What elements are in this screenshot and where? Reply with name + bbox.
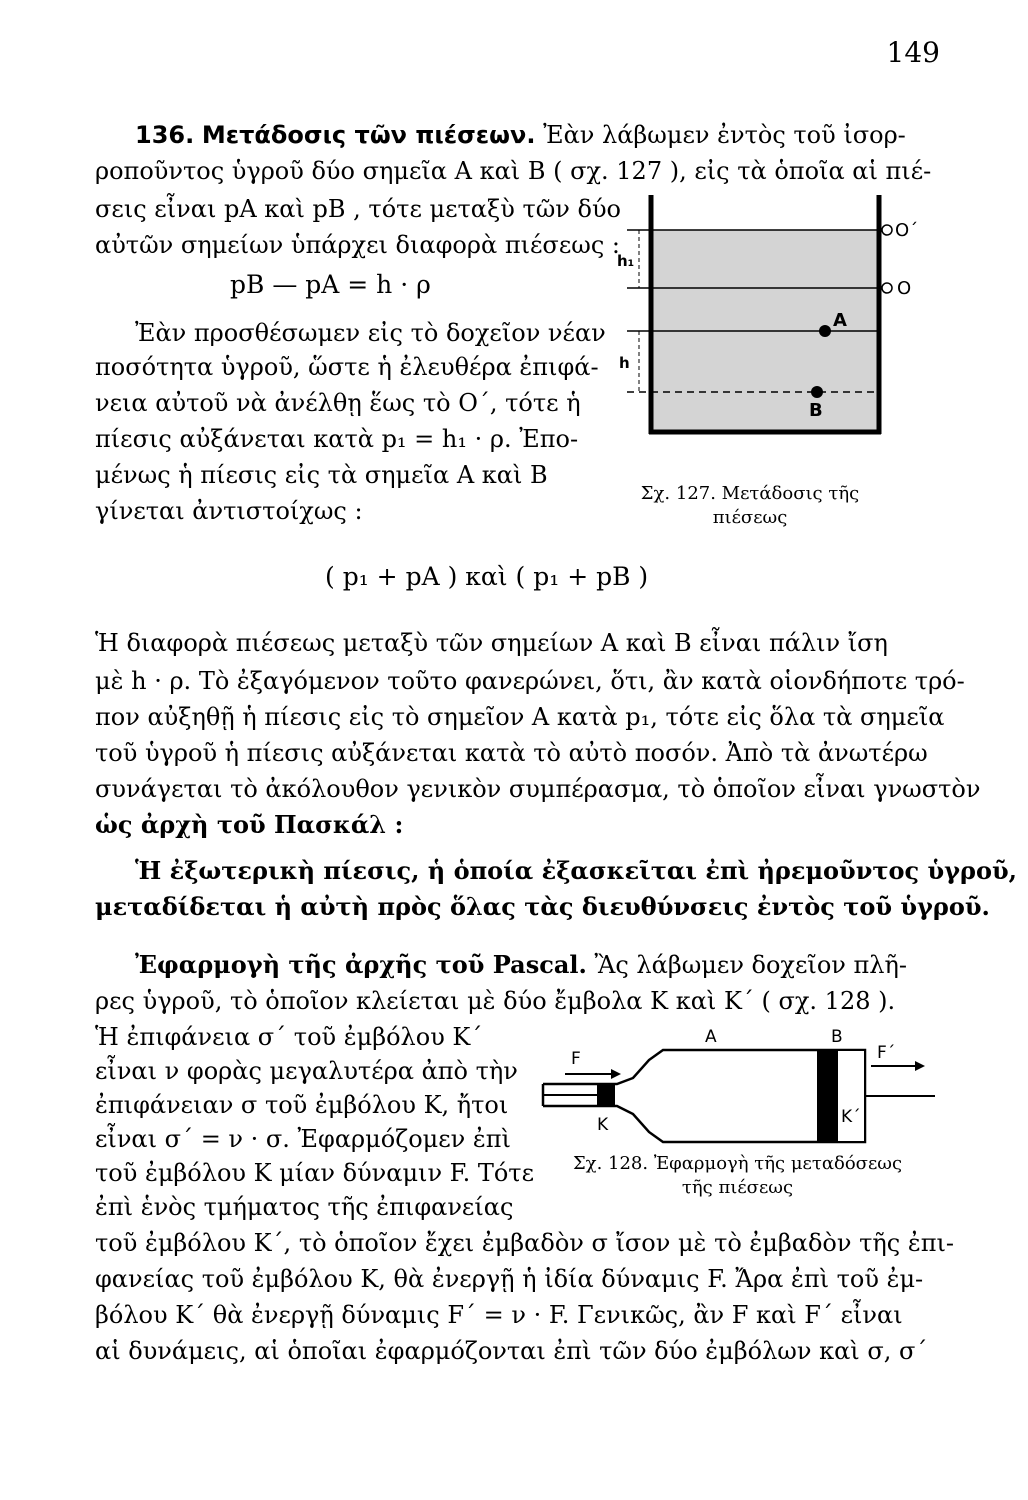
force-f-prime-arrowhead (915, 1061, 925, 1071)
page-number: 149 (886, 36, 940, 69)
application-heading-line (135, 950, 907, 980)
section-text-line: Ἐὰν προσθέσωμεν εἰς τὸ δοχεῖον νέαν (135, 319, 606, 347)
section-text-line: πίεσις αὐξάνεται κατὰ p₁ = h₁ · ρ. Ἐπο- (95, 425, 579, 453)
section-text-line: ροποῦντος ὑγροῦ δύο σημεῖα A καὶ B ( σχ. 127 ), εἰς τὰ ὁποῖα αἱ πιέ- (95, 157, 932, 185)
label-f: F (571, 1049, 581, 1069)
formula-pressure-difference: pB — pA = h · ρ (230, 270, 431, 299)
force-f-arrowhead (611, 1069, 621, 1079)
section-text-line: τοῦ ὑγροῦ ἡ πίεσις αὐξάνεται κατὰ τὸ αὐτὸ ποσόν. Ἀπὸ τὰ ἀνωτέρω (95, 739, 928, 767)
application-text-line: ρες ὑγροῦ, τὸ ὁποῖον κλείεται μὲ δύο ἔμβολα K καὶ K΄ ( σχ. 128 ). (95, 987, 896, 1015)
piston-k-prime-housing (837, 1050, 865, 1142)
application-text-line: βόλου K΄ θὰ ἐνεργῇ δύναμις F΄ = ν · F. Γενικῶς, ἂν F καὶ F΄ εἶναι (95, 1301, 903, 1329)
section-text-line: Ἡ διαφορὰ πιέσεως μεταξὺ τῶν σημείων A καὶ B εἶναι πάλιν ἴση (95, 629, 888, 657)
section-text-line: σεις εἶναι pA καὶ pB , τότε μεταξὺ τῶν δύο (95, 195, 622, 223)
application-text-line: Ἡ ἐπιφάνεια σ΄ τοῦ ἐμβόλου K΄ (95, 1023, 483, 1051)
pascal-principle-intro: ὡς ἀρχὴ τοῦ Πασκάλ : (95, 810, 404, 839)
label-k: K (597, 1115, 609, 1135)
label-k-prime: K΄ (841, 1107, 861, 1127)
application-text-line: Ἂς λάβωμεν δοχεῖον πλῆ- (594, 951, 907, 979)
figure-127-caption (590, 482, 910, 530)
label-h1: h₁ (617, 252, 635, 270)
application-text-line: τοῦ ἐμβόλου K΄, τὸ ὁποῖον ἔχει ἐμβαδὸν σ ἴσον μὲ τὸ ἐμβαδὸν τῆς ἐπι- (95, 1229, 954, 1257)
label-o-prime: O΄ (895, 220, 919, 241)
formula-new-pressures: ( p₁ + pA ) καὶ ( p₁ + pB ) (325, 562, 649, 591)
application-text-line: τοῦ ἐμβόλου K μίαν δύναμιν F. Τότε (95, 1159, 535, 1187)
figure-127-caption-line: πιέσεως (712, 507, 788, 528)
application-text-line: αἱ δυνάμεις, αἱ ὁποῖαι ἐφαρμόζονται ἐπὶ τῶν δύο ἐμβόλων καὶ σ, σ΄ (95, 1337, 928, 1365)
application-title: Ἐφαρμογὴ τῆς ἀρχῆς τοῦ Pascal. (135, 950, 587, 979)
section-text-line: αὐτῶν σημείων ὑπάρχει διαφορὰ πιέσεως : (95, 231, 620, 259)
label-a: A (833, 310, 847, 331)
label-f-prime: F΄ (877, 1043, 896, 1063)
section-text-line: νεια αὐτοῦ νὰ ἀνέλθῃ ἕως τὸ Ο΄, τότε ἡ (95, 389, 581, 417)
section-text-line: συνάγεται τὸ ἀκόλουθον γενικὸν συμπέρασμα, τὸ ὁποῖον εἶναι γνωστὸν (95, 775, 981, 803)
label-h: h (619, 354, 630, 372)
section-text-line: Ἐὰν λάβωμεν ἐντὸς τοῦ ἰσορ- (543, 121, 906, 149)
section-text-line: γίνεται ἀντιστοίχως : (95, 497, 363, 525)
book-page (95, 30, 1017, 1470)
empty-space (653, 195, 877, 230)
section-heading-line (135, 120, 906, 150)
label-b: B (809, 400, 823, 421)
section-number: 136. (135, 121, 195, 149)
piston-k-prime (817, 1050, 837, 1142)
figure-128-piston-diagram (535, 1018, 940, 1150)
pascal-principle-line: μεταδίδεται ἡ αὐτὴ πρὸς ὅλας τὰς διευθύνσεις ἐντὸς τοῦ ὑγροῦ. (95, 892, 990, 921)
point-b (811, 386, 823, 398)
section-text-line: μὲ h · ρ. Τὸ ἐξαγόμενον τοῦτο φανερώνει, ὅτι, ἂν κατὰ οἱονδήποτε τρό- (95, 667, 965, 695)
figure-128-caption-line: Σχ. 128. Ἐφαρμογὴ τῆς μεταδόσεως (572, 1153, 903, 1174)
pascal-principle-line: Ἡ ἐξωτερικὴ πίεσις, ἡ ὁποία ἐξασκεῖται ἐπὶ ἠρεμοῦντος ὑγροῦ, (135, 856, 1017, 885)
figure-127-caption-line: Σχ. 127. Μετάδοσις τῆς (640, 483, 860, 504)
label-a: A (705, 1027, 717, 1047)
figure-127-container-diagram (605, 190, 919, 480)
label-b: B (831, 1027, 843, 1047)
section-text-line: μένως ἡ πίεσις εἰς τὰ σημεῖα A καὶ B (95, 461, 548, 489)
piston-k (597, 1084, 615, 1106)
application-text-line: εἶναι ν φορὰς μεγαλυτέρα ἀπὸ τὴν (95, 1057, 518, 1085)
figure-128-caption (535, 1152, 940, 1200)
label-o: O (897, 278, 912, 299)
application-text-line: ἐπιφάνειαν σ τοῦ ἐμβόλου K, ἤτοι (95, 1091, 509, 1119)
marker-o (882, 283, 892, 293)
section-text-line: ποσότητα ὑγροῦ, ὥστε ἡ ἐλευθέρα ἐπιφά- (95, 353, 599, 381)
section-text-line: πον αὐξηθῇ ἡ πίεσις εἰς τὸ σημεῖον A κατὰ p₁, τότε εἰς ὅλα τὰ σημεῖα (95, 703, 945, 731)
application-text-line: φανείας τοῦ ἐμβόλου K, θὰ ἐνεργῇ ἡ ἰδία δύναμις F. Ἄρα ἐπὶ τοῦ ἐμ- (95, 1265, 924, 1293)
point-a (819, 325, 831, 337)
application-text-line: ἐπὶ ἑνὸς τμήματος τῆς ἐπιφανείας (95, 1193, 514, 1221)
application-text-line: εἶναι σ΄ = ν · σ. Ἐφαρμόζομεν ἐπὶ (95, 1125, 511, 1153)
figure-128-caption-line: τῆς πιέσεως (681, 1177, 794, 1198)
section-title: Μετάδοσις τῶν πιέσεων. (201, 121, 536, 149)
marker-o-prime (882, 225, 892, 235)
